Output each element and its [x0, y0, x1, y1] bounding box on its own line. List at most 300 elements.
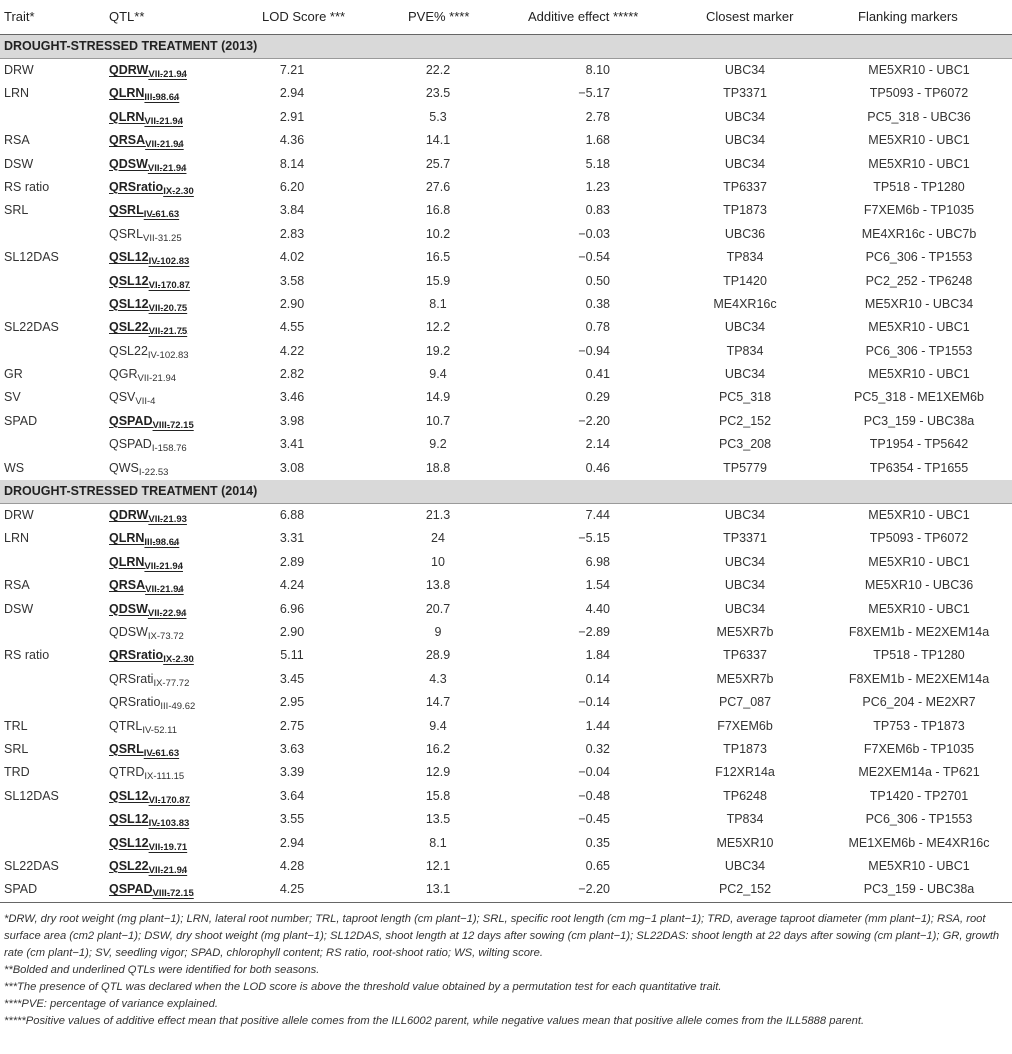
additive-effect-cell: 6.98 — [585, 554, 610, 569]
qtl-cell — [109, 882, 194, 899]
closest-marker-cell: UBC34 — [724, 554, 766, 569]
additive-effect-cell: −2.89 — [578, 624, 610, 639]
section-header — [0, 480, 1012, 504]
additive-effect-cell: 1.23 — [585, 179, 610, 194]
pve-cell: 19.2 — [425, 343, 451, 358]
qtl-name: QSRL — [109, 741, 144, 756]
table-header — [0, 0, 1012, 35]
qtl-position: I-158.76 — [151, 443, 187, 455]
additive-effect-cell: −0.45 — [578, 812, 610, 827]
header-closest-marker: Closest marker — [706, 9, 794, 24]
header-flanking-markers: Flanking markers — [858, 9, 958, 24]
footnote-lod: ***The presence of QTL was declared when the LOD score is above the threshold value obtained by a permutation test for each quantitative trait. — [4, 980, 722, 993]
qtl-position: VII-21.75 — [148, 326, 188, 338]
qtl-cell — [109, 836, 187, 853]
lod-cell: 2.90 — [279, 624, 305, 639]
table-row — [0, 106, 1012, 129]
pve-cell: 15.8 — [425, 788, 451, 803]
table-row — [0, 386, 1012, 409]
header-lod: LOD Score *** — [262, 9, 346, 24]
section-header — [0, 35, 1012, 59]
table-row — [0, 644, 1012, 667]
lod-cell: 2.94 — [279, 86, 305, 101]
pve-cell: 9.4 — [429, 367, 447, 382]
closest-marker-cell: UBC36 — [724, 226, 766, 241]
pve-cell: 5.3 — [429, 109, 447, 124]
trait-cell: SL22DAS — [4, 858, 59, 873]
qtl-name: QRSratio — [109, 695, 161, 710]
lod-cell: 3.45 — [279, 671, 305, 686]
qtl-name: QSL12 — [109, 788, 149, 803]
qtl-name: QLRN — [109, 86, 145, 101]
qtl-cell — [109, 555, 183, 572]
closest-marker-cell: TP6248 — [723, 788, 767, 803]
pve-cell: 23.5 — [425, 86, 451, 101]
additive-effect-cell: −0.03 — [578, 226, 610, 241]
qtl-name: QDRW — [109, 63, 149, 77]
lod-cell: 3.64 — [279, 788, 305, 803]
trait-cell: TRD — [4, 765, 30, 780]
closest-marker-cell: TP1873 — [723, 741, 767, 756]
qtl-position: VII-21.94 — [137, 373, 177, 385]
pve-cell: 21.3 — [425, 508, 451, 523]
qtl-cell — [109, 648, 194, 665]
trait-cell: DSW — [4, 156, 34, 171]
qtl-position: VII-21.93 — [148, 514, 187, 526]
qtl-position: III-49.62 — [160, 701, 196, 713]
pve-cell: 9.2 — [429, 437, 447, 452]
qtl-position: VII-21.94 — [148, 69, 187, 80]
closest-marker-cell: F7XEM6b — [717, 718, 773, 733]
lod-cell: 3.41 — [279, 437, 305, 452]
additive-effect-cell: 2.78 — [585, 109, 610, 124]
header-pve: PVE% **** — [408, 9, 470, 24]
qtl-cell — [109, 157, 186, 174]
qtl-cell — [109, 672, 189, 689]
lod-cell: 2.95 — [279, 695, 305, 710]
qtl-position: IX-77.72 — [153, 677, 190, 689]
pve-cell: 25.7 — [425, 156, 451, 171]
closest-marker-cell: PC2_152 — [718, 413, 772, 428]
flanking-markers-cell: ME5XR10 - UBC1 — [868, 367, 970, 382]
lod-cell: 3.63 — [279, 741, 305, 756]
pve-cell: 10.2 — [425, 226, 451, 241]
qtl-name: QSL22 — [109, 320, 149, 335]
flanking-markers-cell: F7XEM6b - TP1035 — [863, 203, 975, 218]
flanking-markers-cell: PC6_306 - TP1553 — [865, 250, 973, 265]
table-row — [0, 59, 1012, 82]
pve-cell: 16.2 — [425, 741, 451, 756]
trait-cell: TRL — [4, 718, 28, 733]
qtl-cell — [109, 297, 187, 314]
flanking-markers-cell: PC6_204 - ME2XR7 — [862, 695, 976, 710]
flanking-markers-cell: ME5XR10 - UBC1 — [868, 156, 970, 171]
flanking-markers-cell: TP6354 - TP1655 — [869, 460, 969, 475]
additive-effect-cell: 7.44 — [585, 508, 610, 523]
qtl-cell — [109, 320, 187, 337]
qtl-cell — [109, 625, 184, 642]
lod-cell: 4.36 — [279, 133, 305, 148]
qtl-position: VII-21.94 — [148, 864, 188, 876]
pve-cell: 27.6 — [425, 179, 451, 194]
table-row — [0, 878, 1012, 901]
lod-cell: 2.75 — [279, 718, 305, 733]
pve-cell: 4.3 — [429, 671, 447, 686]
header-trait: Trait* — [4, 9, 35, 24]
footnote-bold: **Bolded and underlined QTLs were identified for both seasons. — [4, 963, 320, 976]
qtl-position: IV-102.83 — [148, 256, 190, 268]
qtl-name: QSPAD — [109, 413, 153, 428]
pve-cell: 24 — [431, 531, 445, 546]
additive-effect-cell: 0.38 — [585, 296, 610, 311]
flanking-markers-cell: TP5093 - TP6072 — [869, 86, 969, 101]
flanking-markers-cell: PC3_159 - UBC38a — [863, 882, 975, 897]
closest-marker-cell: TP6337 — [723, 648, 767, 663]
additive-effect-cell: −0.54 — [578, 250, 610, 265]
lod-cell: 2.90 — [279, 296, 305, 311]
additive-effect-cell: −0.04 — [578, 765, 610, 780]
pve-cell: 8.1 — [429, 296, 447, 311]
lod-cell: 6.88 — [279, 508, 305, 523]
additive-effect-cell: −0.94 — [578, 343, 610, 358]
qtl-cell — [109, 390, 155, 407]
table-row — [0, 82, 1012, 105]
additive-effect-cell: 0.41 — [585, 367, 610, 382]
pve-cell: 14.7 — [425, 695, 451, 710]
additive-effect-cell: −0.14 — [578, 695, 610, 710]
trait-cell: RS ratio — [4, 179, 50, 194]
additive-effect-cell: 8.10 — [585, 63, 610, 77]
flanking-markers-cell: ME5XR10 - UBC34 — [864, 296, 974, 311]
qtl-name: QDSW — [109, 601, 148, 616]
qtl-cell — [109, 602, 186, 619]
trait-cell: LRN — [4, 531, 30, 546]
trait-cell: DRW — [4, 508, 34, 523]
table-row — [0, 153, 1012, 176]
qtl-position: IV-52.11 — [142, 724, 178, 736]
qtl-name: QLRN — [109, 531, 145, 546]
flanking-markers-cell: F8XEM1b - ME2XEM14a — [848, 671, 990, 686]
additive-effect-cell: 0.83 — [585, 203, 610, 218]
table-row — [0, 340, 1012, 363]
flanking-markers-cell: TP1954 - TP5642 — [869, 437, 969, 452]
lod-cell: 8.14 — [279, 156, 305, 171]
closest-marker-cell: ME4XR16c — [713, 296, 777, 311]
qtl-position: VII-19.71 — [148, 841, 188, 853]
flanking-markers-cell: PC2_252 - TP6248 — [865, 273, 973, 288]
lod-cell: 6.20 — [279, 179, 305, 194]
qtl-cell — [109, 344, 189, 361]
qtl-cell — [109, 508, 187, 525]
flanking-markers-cell: PC6_306 - TP1553 — [865, 343, 973, 358]
qtl-position: VII-21.94 — [145, 139, 184, 151]
table-row — [0, 691, 1012, 714]
additive-effect-cell: −0.48 — [578, 788, 610, 803]
flanking-markers-cell: ME5XR10 - UBC1 — [868, 601, 970, 616]
lod-cell: 4.22 — [279, 343, 305, 358]
closest-marker-cell: UBC34 — [724, 133, 766, 148]
flanking-markers-cell: ME5XR10 - UBC1 — [868, 133, 970, 148]
qtl-name: QSL12 — [109, 812, 149, 827]
closest-marker-cell: TP1873 — [723, 203, 767, 218]
lod-cell: 7.21 — [279, 63, 305, 77]
trait-cell: SRL — [4, 741, 29, 756]
qtl-position: VII-21.94 — [144, 115, 183, 127]
closest-marker-cell: UBC34 — [724, 109, 766, 124]
lod-cell: 4.55 — [279, 320, 305, 335]
lod-cell: 3.98 — [279, 413, 305, 428]
closest-marker-cell: UBC34 — [724, 320, 766, 335]
table-row — [0, 129, 1012, 152]
table-row — [0, 270, 1012, 293]
closest-marker-cell: TP834 — [726, 812, 764, 827]
qtl-position: IV-102.83 — [147, 349, 189, 361]
table-row — [0, 223, 1012, 246]
lod-cell: 4.25 — [279, 882, 305, 897]
closest-marker-cell: UBC34 — [724, 63, 766, 77]
trait-cell: DSW — [4, 601, 34, 616]
table-footnotes — [0, 903, 1012, 1030]
qtl-position: I-22.53 — [138, 466, 169, 478]
qtl-cell — [109, 578, 184, 595]
qtl-name: QSL22 — [109, 858, 149, 873]
lod-cell: 2.89 — [279, 554, 305, 569]
lod-cell: 5.11 — [280, 648, 304, 663]
qtl-cell — [109, 180, 194, 197]
qtl-name: QSRL — [109, 226, 144, 241]
qtl-name: QSV — [109, 390, 136, 405]
table-row — [0, 551, 1012, 574]
qtl-name: QLRN — [109, 554, 145, 569]
qtl-position: VIII-72.15 — [152, 888, 194, 900]
qtl-cell — [109, 414, 194, 431]
qtl-position: VII-31.25 — [143, 232, 182, 244]
trait-cell: SL22DAS — [4, 320, 59, 335]
pve-cell: 10 — [431, 554, 445, 569]
additive-effect-cell: 0.14 — [585, 671, 610, 686]
qtl-position: VII-22.94 — [147, 607, 187, 619]
flanking-markers-cell: ME5XR10 - UBC1 — [868, 508, 970, 523]
table-body — [0, 35, 1012, 902]
qtl-cell — [109, 227, 182, 244]
additive-effect-cell: 5.18 — [585, 156, 610, 171]
closest-marker-cell: ME5XR10 — [716, 835, 774, 850]
lod-cell: 2.91 — [279, 109, 305, 124]
qtl-cell — [109, 133, 184, 150]
additive-effect-cell: −5.15 — [578, 531, 610, 546]
header-qtl: QTL** — [109, 9, 145, 24]
lod-cell: 3.39 — [279, 765, 305, 780]
lod-cell: 3.55 — [279, 812, 305, 827]
qtl-cell — [109, 789, 190, 806]
closest-marker-cell: ME5XR7b — [716, 671, 774, 686]
qtl-name: QRSA — [109, 578, 146, 593]
qtl-cell — [109, 274, 190, 291]
table-row — [0, 433, 1012, 456]
qtl-name: QTRD — [109, 765, 145, 780]
qtl-name: QRSratio — [109, 648, 164, 663]
qtl-position: VII-21.94 — [144, 560, 183, 572]
qtl-position: IX-73.72 — [147, 630, 184, 642]
trait-cell: SPAD — [4, 882, 38, 897]
qtl-cell — [109, 367, 176, 384]
qtl-position: IX-111.15 — [144, 771, 185, 783]
additive-effect-cell: 0.50 — [585, 273, 610, 288]
qtl-name: QSRL — [109, 203, 144, 218]
flanking-markers-cell: TP1420 - TP2701 — [869, 788, 969, 803]
additive-effect-cell: −2.20 — [578, 882, 610, 897]
additive-effect-cell: 1.54 — [585, 578, 610, 593]
qtl-position: IX-2.30 — [163, 654, 194, 666]
lod-cell: 2.83 — [279, 226, 305, 241]
qtl-name: QDSW — [109, 156, 148, 171]
section-title: DROUGHT-STRESSED TREATMENT (2014) — [4, 484, 258, 499]
additive-effect-cell: −2.20 — [578, 413, 610, 428]
lod-cell: 4.28 — [279, 858, 305, 873]
qtl-name: QLRN — [109, 109, 145, 124]
table-row — [0, 621, 1012, 644]
qtl-name: QSL12 — [109, 835, 149, 850]
table-row — [0, 738, 1012, 761]
flanking-markers-cell: TP518 - TP1280 — [873, 179, 965, 194]
lod-cell: 2.82 — [279, 367, 305, 382]
qtl-name: QDSW — [109, 624, 148, 639]
qtl-cell — [109, 63, 187, 80]
qtl-position: III-98.64 — [144, 92, 180, 104]
additive-effect-cell: 0.65 — [585, 858, 610, 873]
pve-cell: 9 — [434, 624, 442, 639]
lod-cell: 3.84 — [279, 203, 305, 218]
qtl-cell — [109, 531, 179, 548]
qtl-position: VII-21.94 — [147, 162, 187, 174]
closest-marker-cell: UBC34 — [724, 578, 766, 593]
qtl-name: QDRW — [109, 508, 149, 523]
trait-cell: SRL — [4, 203, 29, 218]
qtl-position: VII-4 — [135, 396, 156, 408]
table-row — [0, 761, 1012, 784]
pve-cell: 12.1 — [425, 858, 451, 873]
trait-cell: DRW — [4, 63, 34, 77]
closest-marker-cell: TP834 — [726, 250, 764, 265]
trait-cell: RSA — [4, 578, 30, 593]
pve-cell: 12.9 — [425, 765, 451, 780]
qtl-position: VII-21.94 — [145, 584, 184, 596]
trait-cell: SV — [4, 390, 21, 405]
table-row — [0, 574, 1012, 597]
table-row — [0, 715, 1012, 738]
additive-effect-cell: 4.40 — [585, 601, 610, 616]
lod-cell: 3.46 — [279, 390, 305, 405]
lod-cell: 6.96 — [279, 601, 305, 616]
closest-marker-cell: TP3371 — [723, 531, 767, 546]
table-row — [0, 855, 1012, 878]
table-row — [0, 316, 1012, 339]
trait-cell: SL12DAS — [4, 788, 59, 803]
pve-cell: 10.7 — [425, 413, 451, 428]
table-row — [0, 785, 1012, 808]
section-title: DROUGHT-STRESSED TREATMENT (2013) — [4, 39, 258, 53]
flanking-markers-cell: ME1XEM6b - ME4XR16c — [848, 835, 990, 850]
footnote-pve: ****PVE: percentage of variance explained. — [4, 997, 218, 1010]
flanking-markers-cell: PC5_318 - UBC36 — [867, 109, 971, 124]
qtl-name: QGR — [109, 367, 138, 382]
table-row — [0, 808, 1012, 831]
qtl-name: QSL12 — [109, 273, 149, 288]
closest-marker-cell: F12XR14a — [715, 765, 775, 780]
lod-cell: 2.94 — [279, 835, 305, 850]
pve-cell: 8.1 — [429, 835, 447, 850]
qtl-cell — [109, 461, 168, 478]
flanking-markers-cell: PC3_159 - UBC38a — [863, 413, 975, 428]
footnote-additive: *****Positive values of additive effect mean that positive allele comes from the ILL6002 parent, while negative values mean that positive allele comes from the ILL5888 parent. — [4, 1014, 865, 1027]
qtl-name: QRSA — [109, 133, 146, 148]
flanking-markers-cell: ME5XR10 - UBC1 — [868, 320, 970, 335]
closest-marker-cell: PC2_152 — [718, 882, 772, 897]
qtl-name: QSL12 — [109, 250, 149, 265]
closest-marker-cell: TP3371 — [723, 86, 767, 101]
flanking-markers-cell: F7XEM6b - TP1035 — [863, 741, 975, 756]
table-row — [0, 527, 1012, 550]
trait-cell: RSA — [4, 133, 30, 148]
flanking-markers-cell: ME5XR10 - UBC1 — [868, 554, 970, 569]
lod-cell: 3.08 — [279, 460, 305, 475]
qtl-cell — [109, 437, 187, 454]
pve-cell: 18.8 — [425, 460, 451, 475]
qtl-position: VII-20.75 — [148, 302, 188, 314]
table-row — [0, 293, 1012, 316]
qtl-cell — [109, 250, 189, 267]
additive-effect-cell: 2.14 — [585, 437, 610, 452]
pve-cell: 13.1 — [425, 882, 451, 897]
lod-cell: 4.02 — [279, 250, 305, 265]
flanking-markers-cell: PC6_306 - TP1553 — [865, 812, 973, 827]
additive-effect-cell: −5.17 — [578, 86, 610, 101]
qtl-position: VI-170.87 — [148, 279, 190, 291]
closest-marker-cell: PC5_318 — [718, 390, 772, 405]
qtl-name: QSPAD — [109, 437, 152, 452]
closest-marker-cell: UBC34 — [724, 858, 766, 873]
lod-cell: 3.31 — [279, 531, 305, 546]
pve-cell: 15.9 — [425, 273, 451, 288]
flanking-markers-cell: TP518 - TP1280 — [873, 648, 965, 663]
table-row — [0, 199, 1012, 222]
qtl-position: IV-103.83 — [148, 818, 190, 830]
flanking-markers-cell: ME5XR10 - UBC1 — [868, 63, 970, 77]
qtl-name: QRSratio — [109, 179, 164, 194]
trait-cell: GR — [4, 367, 23, 382]
pve-cell: 12.2 — [425, 320, 451, 335]
table-row — [0, 363, 1012, 386]
trait-cell: RS ratio — [4, 648, 50, 663]
closest-marker-cell: UBC34 — [724, 367, 766, 382]
closest-marker-cell: UBC34 — [724, 508, 766, 523]
trait-cell: LRN — [4, 86, 30, 101]
closest-marker-cell: PC3_208 — [718, 437, 772, 452]
closest-marker-cell: TP6337 — [723, 179, 767, 194]
pve-cell: 14.1 — [425, 133, 451, 148]
closest-marker-cell: TP1420 — [723, 273, 767, 288]
qtl-cell — [109, 765, 184, 782]
table-row — [0, 832, 1012, 855]
closest-marker-cell: ME5XR7b — [716, 624, 774, 639]
trait-cell: SL12DAS — [4, 250, 59, 265]
table-row — [0, 246, 1012, 269]
additive-effect-cell: 0.78 — [585, 320, 610, 335]
additive-effect-cell: 1.44 — [585, 718, 610, 733]
qtl-name: QSL22 — [109, 343, 148, 358]
qtl-position: IV-61.63 — [143, 747, 180, 759]
qtl-position: VIII-72.15 — [152, 419, 194, 431]
